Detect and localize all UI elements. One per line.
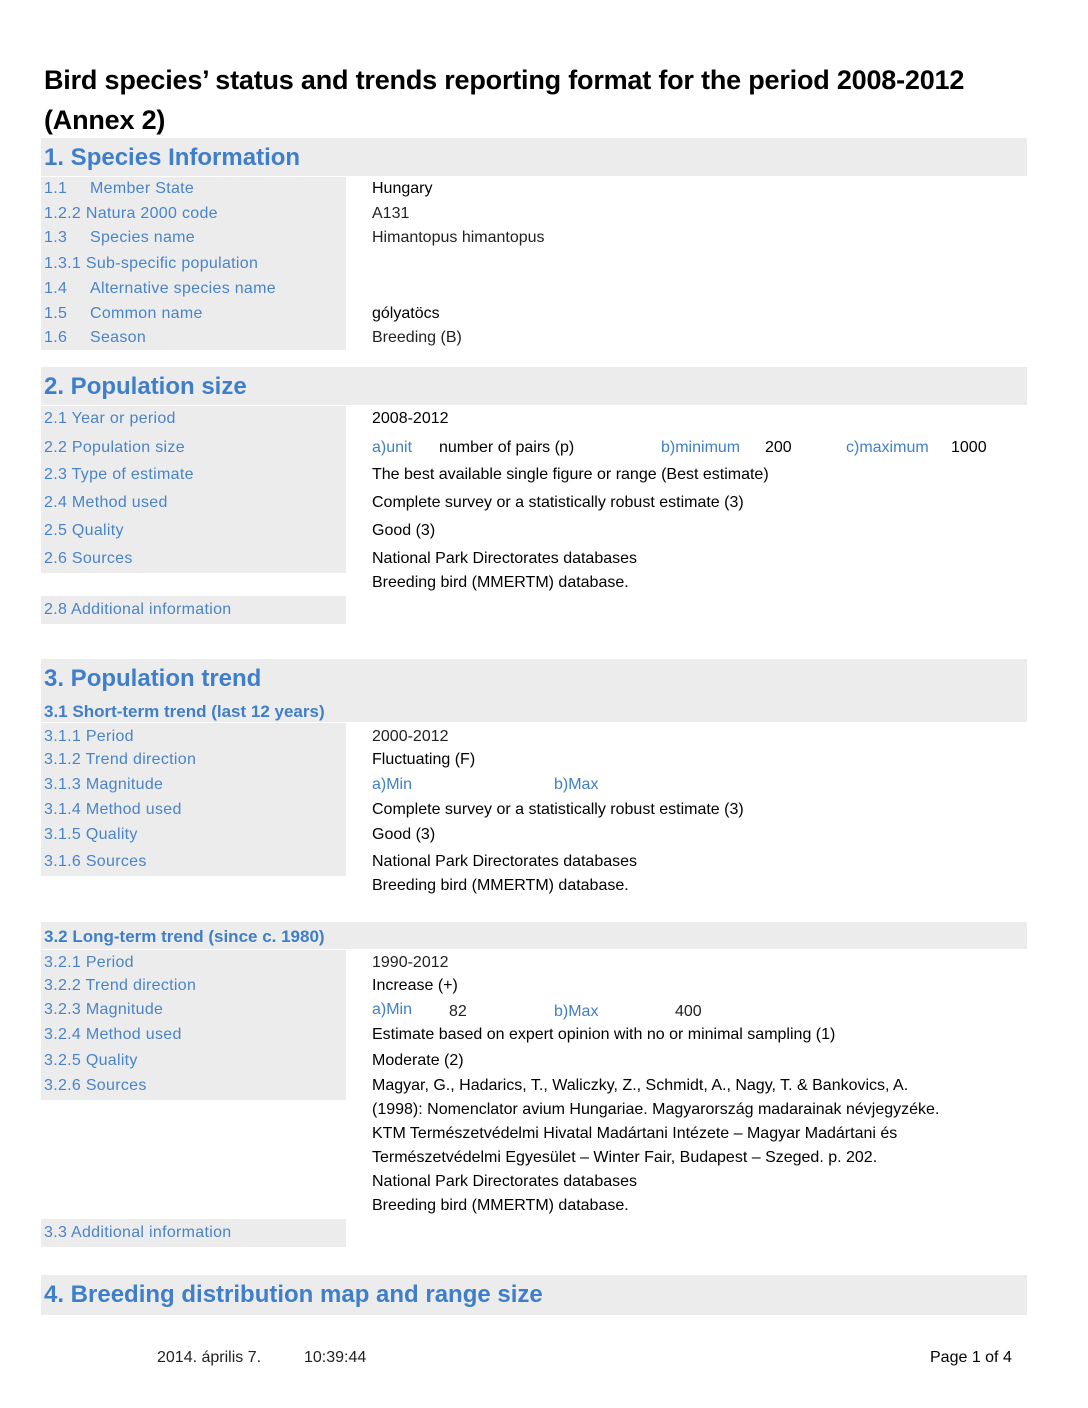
method-used-value: Complete survey or a statistically robust estimate (3): [372, 494, 744, 511]
long-sources-line-1: Magyar, G., Hadarics, T., Waliczky, Z., Schmidt, A., Nagy, T. & Bankovics, A.: [372, 1077, 909, 1094]
long-period-value: 1990-2012: [372, 954, 449, 971]
member-state-label: 1.1 Member State: [44, 180, 195, 197]
short-max-label: b)Max: [554, 776, 599, 793]
footer-time: 10:39:44: [304, 1349, 367, 1366]
species-name-value: Himantopus himantopus: [372, 229, 545, 246]
sources-label: 2.6 Sources: [44, 550, 133, 567]
short-period-label: 3.1.1 Period: [44, 728, 134, 745]
long-min-value: 82: [449, 1003, 467, 1020]
long-sources-line-6: Breeding bird (MMERTM) database.: [372, 1197, 629, 1214]
short-method-value: Complete survey or a statistically robust estimate (3): [372, 801, 744, 818]
short-method-label: 3.1.4 Method used: [44, 801, 182, 818]
member-state-value: Hungary: [372, 180, 433, 197]
minimum-value: 200: [765, 439, 792, 456]
short-sources-line-1: National Park Directorates databases: [372, 853, 638, 870]
title-line-2: (Annex 2): [44, 105, 166, 135]
long-term-heading: 3.2 Long-term trend (since c. 1980): [44, 927, 325, 946]
common-name-value: gólyatöcs: [372, 305, 440, 322]
natura-code-value: A131: [372, 205, 410, 222]
section-4-heading: 4. Breeding distribution map and range size: [44, 1281, 543, 1308]
sub-specific-population-label: 1.3.1 Sub-specific population: [44, 255, 259, 272]
long-period-label: 3.2.1 Period: [44, 954, 134, 971]
short-quality-label: 3.1.5 Quality: [44, 826, 138, 843]
document-title: [44, 60, 1044, 140]
unit-label: a)unit: [372, 439, 413, 456]
long-sources-line-3: KTM Természetvédelmi Hivatal Madártani Intézete – Magyar Madártani és: [372, 1125, 898, 1142]
short-direction-value: Fluctuating (F): [372, 751, 476, 768]
population-size-label: 2.2 Population size: [44, 439, 185, 456]
short-sources-line-2: Breeding bird (MMERTM) database.: [372, 877, 629, 894]
long-sources-line-2: (1998): Nomenclator avium Hungariae. Magyarország madarainak névjegyzéke.: [372, 1101, 940, 1118]
sources-line-1: National Park Directorates databases: [372, 550, 638, 567]
type-of-estimate-value: The best available single figure or range (Best estimate): [372, 466, 769, 483]
quality-value: Good (3): [372, 522, 436, 539]
long-sources-line-4: Természetvédelmi Egyesület – Winter Fair, Budapest – Szeged. p. 202.: [372, 1149, 878, 1166]
maximum-label: c)maximum: [846, 439, 929, 456]
long-direction-label: 3.2.2 Trend direction: [44, 977, 197, 994]
natura-code-label: 1.2.2 Natura 2000 code: [44, 205, 218, 222]
short-magnitude-label: 3.1.3 Magnitude: [44, 776, 164, 793]
long-sources-label: 3.2.6 Sources: [44, 1077, 147, 1094]
footer-date: 2014. április 7.: [157, 1349, 262, 1366]
section-1-heading: 1. Species Information: [44, 144, 301, 171]
short-quality-value: Good (3): [372, 826, 436, 843]
short-min-label: a)Min: [372, 776, 413, 793]
long-quality-label: 3.2.5 Quality: [44, 1052, 138, 1069]
sources-line-2: Breeding bird (MMERTM) database.: [372, 574, 629, 591]
maximum-value: 1000: [951, 439, 987, 456]
long-quality-value: Moderate (2): [372, 1052, 464, 1069]
common-name-label: 1.5 Common name: [44, 305, 203, 322]
footer-page-number: Page 1 of 4: [930, 1349, 1012, 1366]
long-magnitude-label: 3.2.3 Magnitude: [44, 1001, 164, 1018]
season-value: Breeding (B): [372, 329, 462, 346]
short-direction-label: 3.1.2 Trend direction: [44, 751, 197, 768]
long-direction-value: Increase (+): [372, 977, 458, 994]
method-used-label: 2.4 Method used: [44, 494, 168, 511]
section-2-label-column: [41, 406, 346, 573]
short-sources-label: 3.1.6 Sources: [44, 853, 147, 870]
alternative-species-name-label: 1.4 Alternative species name: [44, 280, 276, 297]
long-method-label: 3.2.4 Method used: [44, 1026, 182, 1043]
long-min-label: a)Min: [372, 1001, 413, 1018]
title-line-1: Bird species’ status and trends reporting format for the period 2008-2012: [44, 65, 965, 95]
section-2-heading: 2. Population size: [44, 373, 247, 400]
year-period-value: 2008-2012: [372, 410, 449, 427]
season-label: 1.6 Season: [44, 329, 147, 346]
long-method-value: Estimate based on expert opinion with no or minimal sampling (1): [372, 1026, 836, 1043]
additional-info-label: 2.8 Additional information: [44, 601, 232, 618]
minimum-label: b)minimum: [661, 439, 741, 456]
section-3-heading: 3. Population trend: [44, 665, 262, 692]
long-sources-line-5: National Park Directorates databases: [372, 1173, 638, 1190]
species-name-label: 1.3 Species name: [44, 229, 195, 246]
short-period-value: 2000-2012: [372, 728, 449, 745]
long-max-label: b)Max: [554, 1003, 599, 1020]
unit-value: number of pairs (p): [439, 439, 575, 456]
short-term-heading: 3.1 Short-term trend (last 12 years): [44, 702, 325, 721]
year-period-label: 2.1 Year or period: [44, 410, 176, 427]
trend-additional-info-label: 3.3 Additional information: [44, 1224, 232, 1241]
quality-label: 2.5 Quality: [44, 522, 124, 539]
type-of-estimate-label: 2.3 Type of estimate: [44, 466, 194, 483]
long-max-value: 400: [675, 1003, 702, 1020]
